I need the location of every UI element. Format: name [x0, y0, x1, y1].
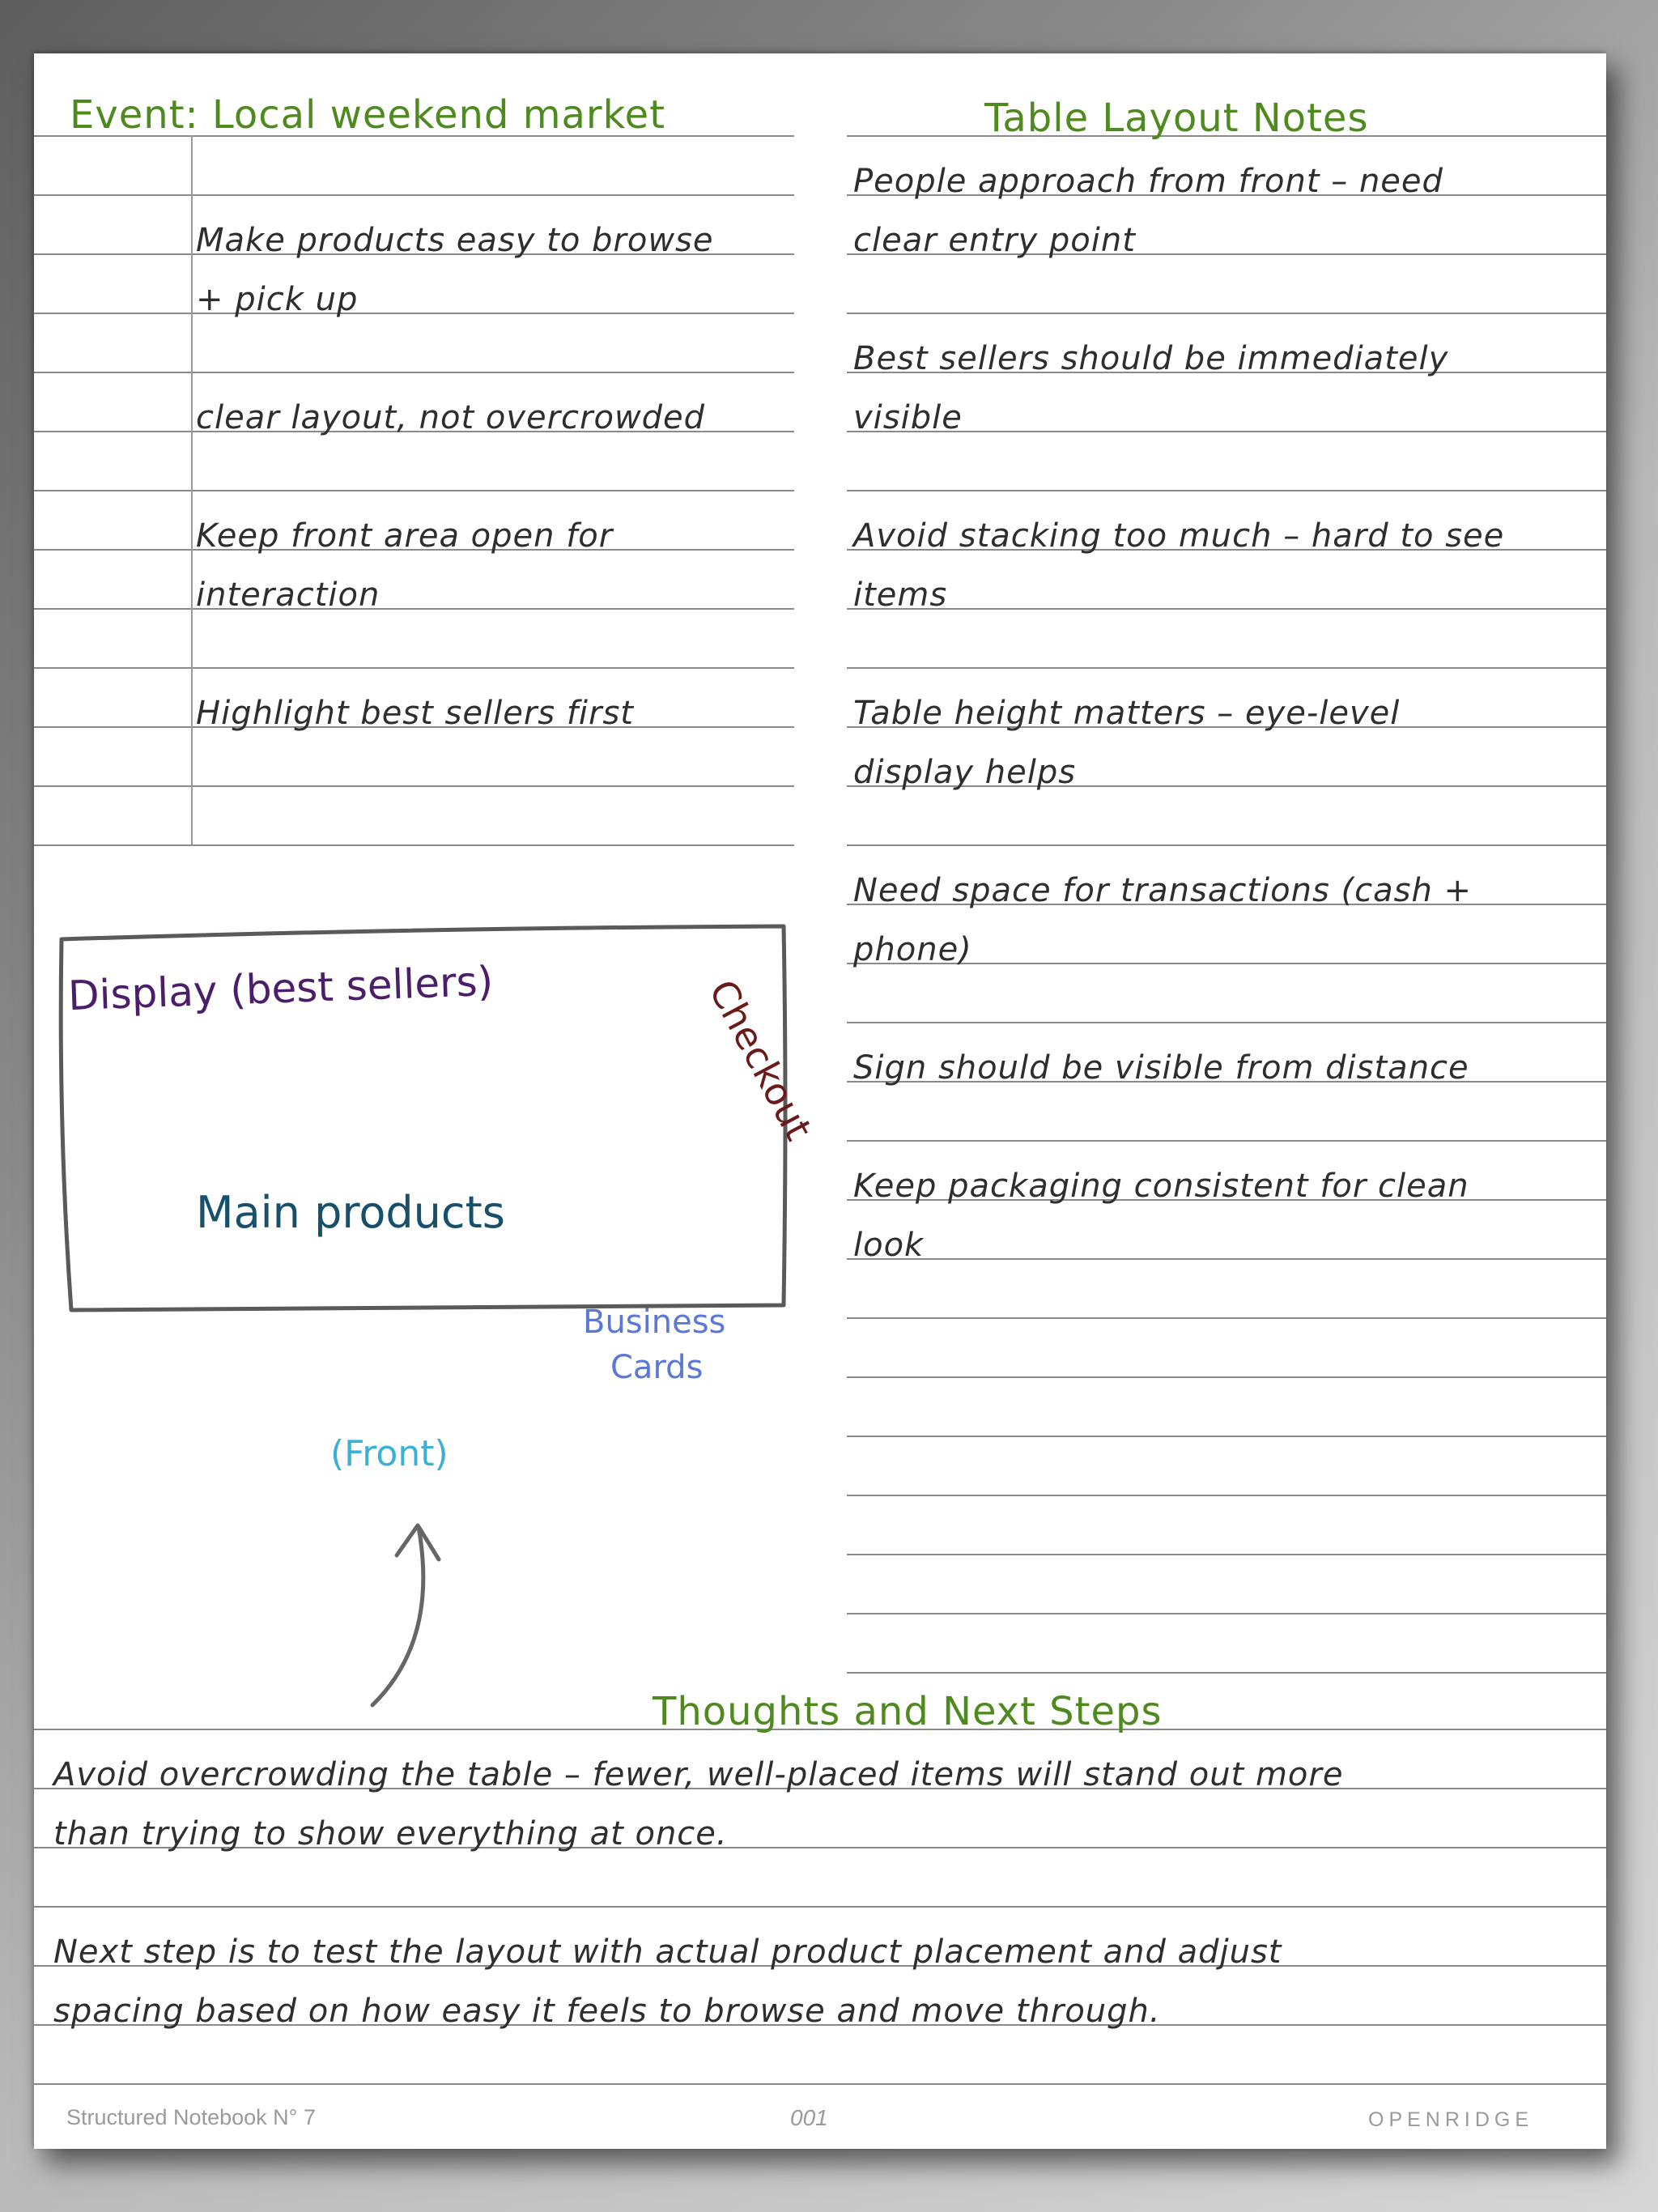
layout-note: Best sellers should be immediately — [853, 340, 1449, 377]
notebook-label: Structured Notebook N° 7 — [66, 2105, 316, 2129]
goal-item: Highlight best sellers first — [196, 695, 634, 732]
display-label: Display (best sellers) — [67, 957, 495, 1020]
main-products-label: Main products — [196, 1187, 505, 1238]
layout-note: Table height matters – eye-level — [853, 695, 1401, 732]
goal-item: clear layout, not overcrowded — [196, 399, 706, 436]
notebook-page — [34, 53, 1606, 2149]
thought-line: Next step is to test the layout with actual product placement and adjust — [53, 1933, 1282, 1971]
goal-item: Keep front area open for — [196, 517, 614, 555]
thought-line: than trying to show everything at once. — [53, 1815, 728, 1853]
brand-logo: OPENRIDGE — [1368, 2108, 1534, 2131]
thought-line: spacing based on how easy it feels to browse and move through. — [53, 1993, 1161, 2030]
business-cards-label-1: Business — [583, 1304, 726, 1341]
layout-note: Keep packaging consistent for clean — [853, 1168, 1469, 1205]
front-label: (Front) — [330, 1433, 449, 1474]
goal-item: Make products easy to browse — [196, 222, 714, 259]
layout-note: visible — [853, 399, 963, 436]
event-title: Event: Local weekend market — [70, 92, 666, 138]
table-layout-title: Table Layout Notes — [984, 96, 1369, 141]
layout-note: People approach from front – need — [853, 163, 1443, 200]
layout-note: items — [853, 576, 948, 614]
layout-note: Avoid stacking too much – hard to see — [853, 517, 1505, 555]
goal-item: + pick up — [196, 281, 359, 318]
layout-note: Sign should be visible from distance — [853, 1049, 1469, 1087]
layout-note: look — [853, 1227, 925, 1264]
checkout-label: Checkout — [700, 972, 821, 1147]
business-cards-label-2: Cards — [610, 1349, 704, 1386]
layout-note: Need space for transactions (cash + — [853, 872, 1473, 909]
layout-note: clear entry point — [853, 222, 1136, 259]
layout-note: display helps — [853, 754, 1077, 791]
thoughts-title: Thoughts and Next Steps — [653, 1689, 1163, 1734]
page-number: 001 — [790, 2105, 828, 2130]
goal-item: interaction — [196, 576, 380, 614]
thought-line: Avoid overcrowding the table – fewer, well-placed items will stand out more — [53, 1756, 1344, 1793]
layout-note: phone) — [853, 931, 972, 968]
